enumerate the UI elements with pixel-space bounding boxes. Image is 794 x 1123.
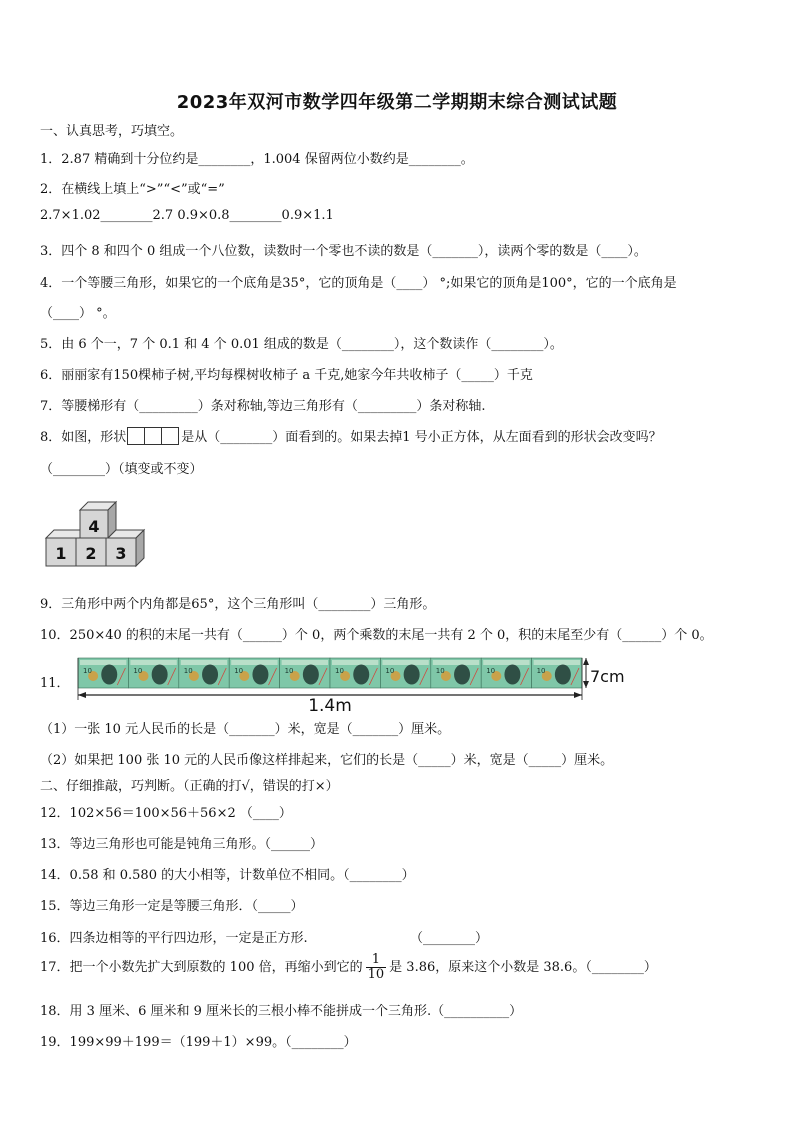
question-17 [40,953,657,982]
question-19: 19．199×99＋199＝（199＋1）×99。（________） [40,1035,357,1050]
banknote-row [78,658,582,688]
banknote-value: 10 [536,667,546,675]
banknote-value: 10 [234,667,244,675]
question-17-prefix: 17．把一个小数先扩大到原数的 100 倍，再缩小到它的 [40,960,363,975]
banknote-icon [380,658,430,688]
cube-label-2: 2 [85,544,97,563]
question-11-part-2: （2）如果把 100 张 10 元的人民币像这样排起来，它们的长是（_____）米，宽是（_____）厘米。 [40,753,614,768]
banknote-value: 10 [284,667,294,675]
question-8-prefix: 8．如图，形状 [40,430,127,445]
banknote-value: 10 [335,667,344,675]
banknote-icon [78,658,128,688]
question-11-part-1: （1）一张 10 元人民币的长是（_______）米，宽是（_______）厘米。 [40,722,451,737]
banknote-icon [330,658,380,688]
width-label: 7cm [590,667,625,686]
banknote-value: 10 [435,667,445,675]
question-1: 1．2.87 精确到十分位约是________，1.004 保留两位小数约是________。 [40,152,474,167]
question-4-line-2: （____） °。 [40,306,116,321]
question-3: 3．四个 8 和四个 0 组成一个八位数，读数时一个零也不读的数是（_______），读两个零的数是（____）。 [40,244,647,259]
banknote-value: 10 [83,667,92,675]
question-17-suffix: 是 3.86，原来这个小数是 38.6。（________） [389,960,657,975]
banknote-icon [128,658,178,688]
question-4-line-1: 4．一个等腰三角形，如果它的一个底角是35°，它的顶角是（____） °;如果它的顶角是100°，它的一个底角是 [40,276,677,291]
section-heading-1: 一、认真思考，巧填空。 [40,124,184,139]
cube-label-3: 3 [115,544,127,563]
fraction-denominator: 10 [367,967,385,982]
banknote-value: 10 [133,667,143,675]
three-square-shape-icon [128,427,179,449]
banknote-value: 10 [385,667,395,675]
length-label: 1.4m [308,696,352,712]
banknote-icon [431,658,481,688]
page-title: 2023年双河市数学四年级第二学期期末综合测试试题 [176,92,618,113]
question-8-line-1 [40,426,662,449]
question-11-number: 11． [40,676,70,691]
cube-label-1: 1 [55,544,67,563]
question-10: 10．250×40 的积的末尾一共有（______）个 0，两个乘数的末尾一共有 2 个 0，积的末尾至少有（______）个 0。 [40,628,713,643]
question-13: 13．等边三角形也可能是钝角三角形。（______） [40,837,324,852]
question-8-suffix: 是从（________）面看到的。如果去掉1 号小正方体，从左面看到的形状会改变吗？ [181,430,662,445]
question-5: 5．由 6 个一，7 个 0.1 和 4 个 0.01 组成的数是（________），这个数读作（________）。 [40,337,563,352]
banknote-icon [532,658,582,688]
banknote-strip-figure [74,654,634,712]
question-7: 7．等腰梯形有（_________）条对称轴,等边三角形有（_________）条对称轴. [40,399,486,414]
question-8-line-2: （________）（填变或不变） [40,462,203,477]
question-6: 6．丽丽家有150棵柿子树,平均每棵树收柿子 a 千克,她家今年共收柿子（_____）千克 [40,368,533,383]
question-12: 12．102×56＝100×56＋56×2 （____） [40,806,292,821]
question-14: 14．0.58 和 0.580 的大小相等，计数单位不相同。（________） [40,868,415,883]
question-2: 2．在横线上填上“>”“<”或“=” [40,182,225,197]
fraction-numerator: 1 [366,953,387,968]
banknote-icon [280,658,330,688]
cube-figure [40,498,150,572]
fraction [366,953,387,982]
section-heading-2: 二、仔细推敲，巧判断。（正确的打√，错误的打×） [40,779,339,794]
cube-label-4: 4 [88,517,100,536]
question-16: 16．四条边相等的平行四边形，一定是正方形. [40,931,308,946]
question-9: 9．三角形中两个内角都是65°，这个三角形叫（________）三角形。 [40,597,436,612]
question-18: 18．用 3 厘米、6 厘米和 9 厘米长的三根小棒不能拼成一个三角形.（__________） [40,1004,523,1019]
banknote-icon [481,658,531,688]
banknote-value: 10 [486,667,496,675]
question-16-answer: （________） [410,931,489,946]
banknote-value: 10 [183,667,193,675]
question-15: 15．等边三角形一定是等腰三角形．（_____） [40,899,304,914]
question-2-items: 2.7×1.02________2.7 0.9×0.8________0.9×1.1 [40,208,334,223]
banknote-icon [229,658,279,688]
banknote-icon [179,658,229,688]
